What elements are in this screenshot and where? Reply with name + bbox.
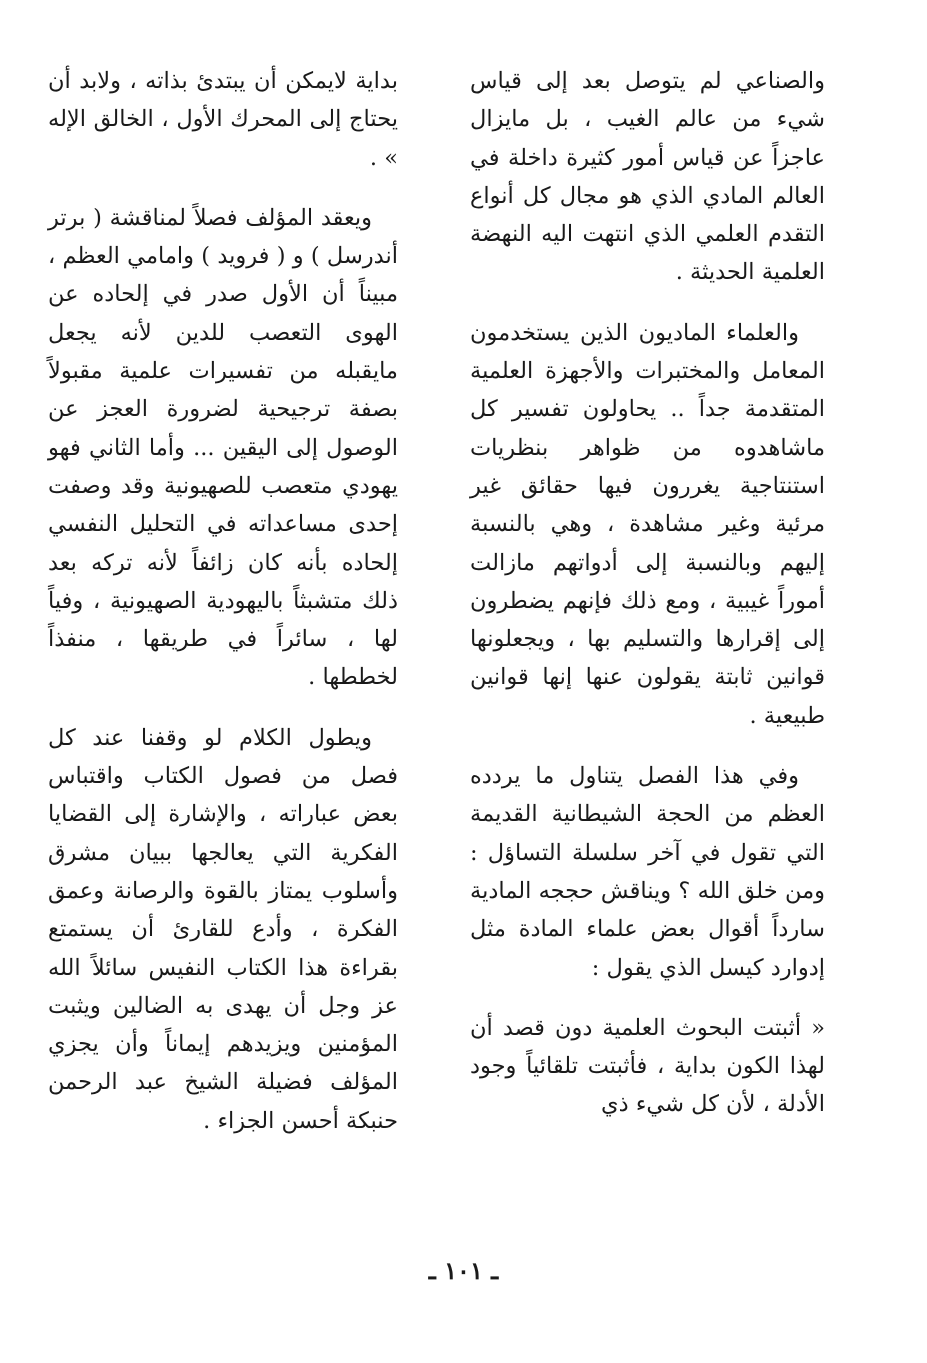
paragraph: والعلماء الماديون الذين يستخدمون المعامل والمختبرات والأجهزة العلمية المتقدمة جداً .. يحاولون تفسير كل ماشاهدوه من ظواهر بنظريات استنتاجية يغررون فيها حقائق غير مرئية وغير مشاهدة ، وهي بالنسبة إليهم وبالنسبة إلى أدواتهم مازالت أموراً غيبية ، ومع ذلك فإنهم يضطرون إلى إقرارها والتسليم بها ، ويجعلونها قوانين ثابتة يقولون عنها إنها قوانين طبيعية . [470,319,825,729]
paragraph: « أثبتت البحوث العلمية دون قصد أن لهذا الكون بداية ، فأثبتت تلقائياً وجود الأدلة ، لأن كل شيء ذي [470,1014,825,1118]
paragraph: والصناعي لم يتوصل بعد إلى قياس شيء من عالم الغيب ، بل مايزال عاجزاً عن قياس أمور كثيرة داخلة في العالم المادي الذي هو مجال كل أنواع التقدم العلمي الذي انتهت اليه النهضة العلمية الحديثة . [470,68,825,286]
paragraph: بداية لايمكن أن يبتدئ بذاته ، ولابد أن يحتاج إلى المحرك الأول ، الخالق الإله » . [48,68,398,171]
right-column [470,62,825,1146]
left-column [48,62,398,1162]
page-number: ـ ١٠١ ـ [428,1256,499,1285]
paragraph: وفي هذا الفصل يتناول ما يردده العظم من الحجة الشيطانية القديمة التي تقول في آخر سلسلة التساؤل : ومن خلق الله ؟ ويناقش حججه المادية سارداً أقوال بعض علماء المادة مثل إدوارد كيسل الذي يقول : [470,763,825,981]
paragraph: ويعقد المؤلف فصلاً لمناقشة ( برتر أندرسل ) و ( فرويد ) وامامي العظم ، مبيناً أن الأول صدر في إلحاده عن الهوى التعصب للدين لأنه يجعل مايقبله من تفسيرات علمية مقبولاً بصفة ترجيحية لضرورة العجز عن الوصول إلى اليقين ... وأما الثاني فهو يهودي متعصب للصهيونية وقد وصفت إحدى مساعداته في التحليل النفسي إلحاده بأنه كان زائفاً لأنه تركه بعد ذلك متشبثاً باليهودية الصهيونية ، وفياً لها ، سائراً في طريقها ، منفذاً لخططها . [48,204,398,691]
paragraph: ويطول الكلام لو وقفنا عند كل فصل من فصول الكتاب واقتباس بعض عباراته ، والإشارة إلى القضايا الفكرية التي يعالجها ببيان مشرق وأسلوب يمتاز بالقوة والرصانة وعمق الفكرة ، وأدع للقارئ أن يستمتع بقراءة هذا الكتاب النفيس سائلاً الله عز وجل أن يهدى به الضالين ويثبت المؤمنين ويزيدهم إيماناً وأن يجزي المؤلف فضيلة الشيخ عبد الرحمن حنبكة أحسن الجزاء . [48,724,398,1134]
